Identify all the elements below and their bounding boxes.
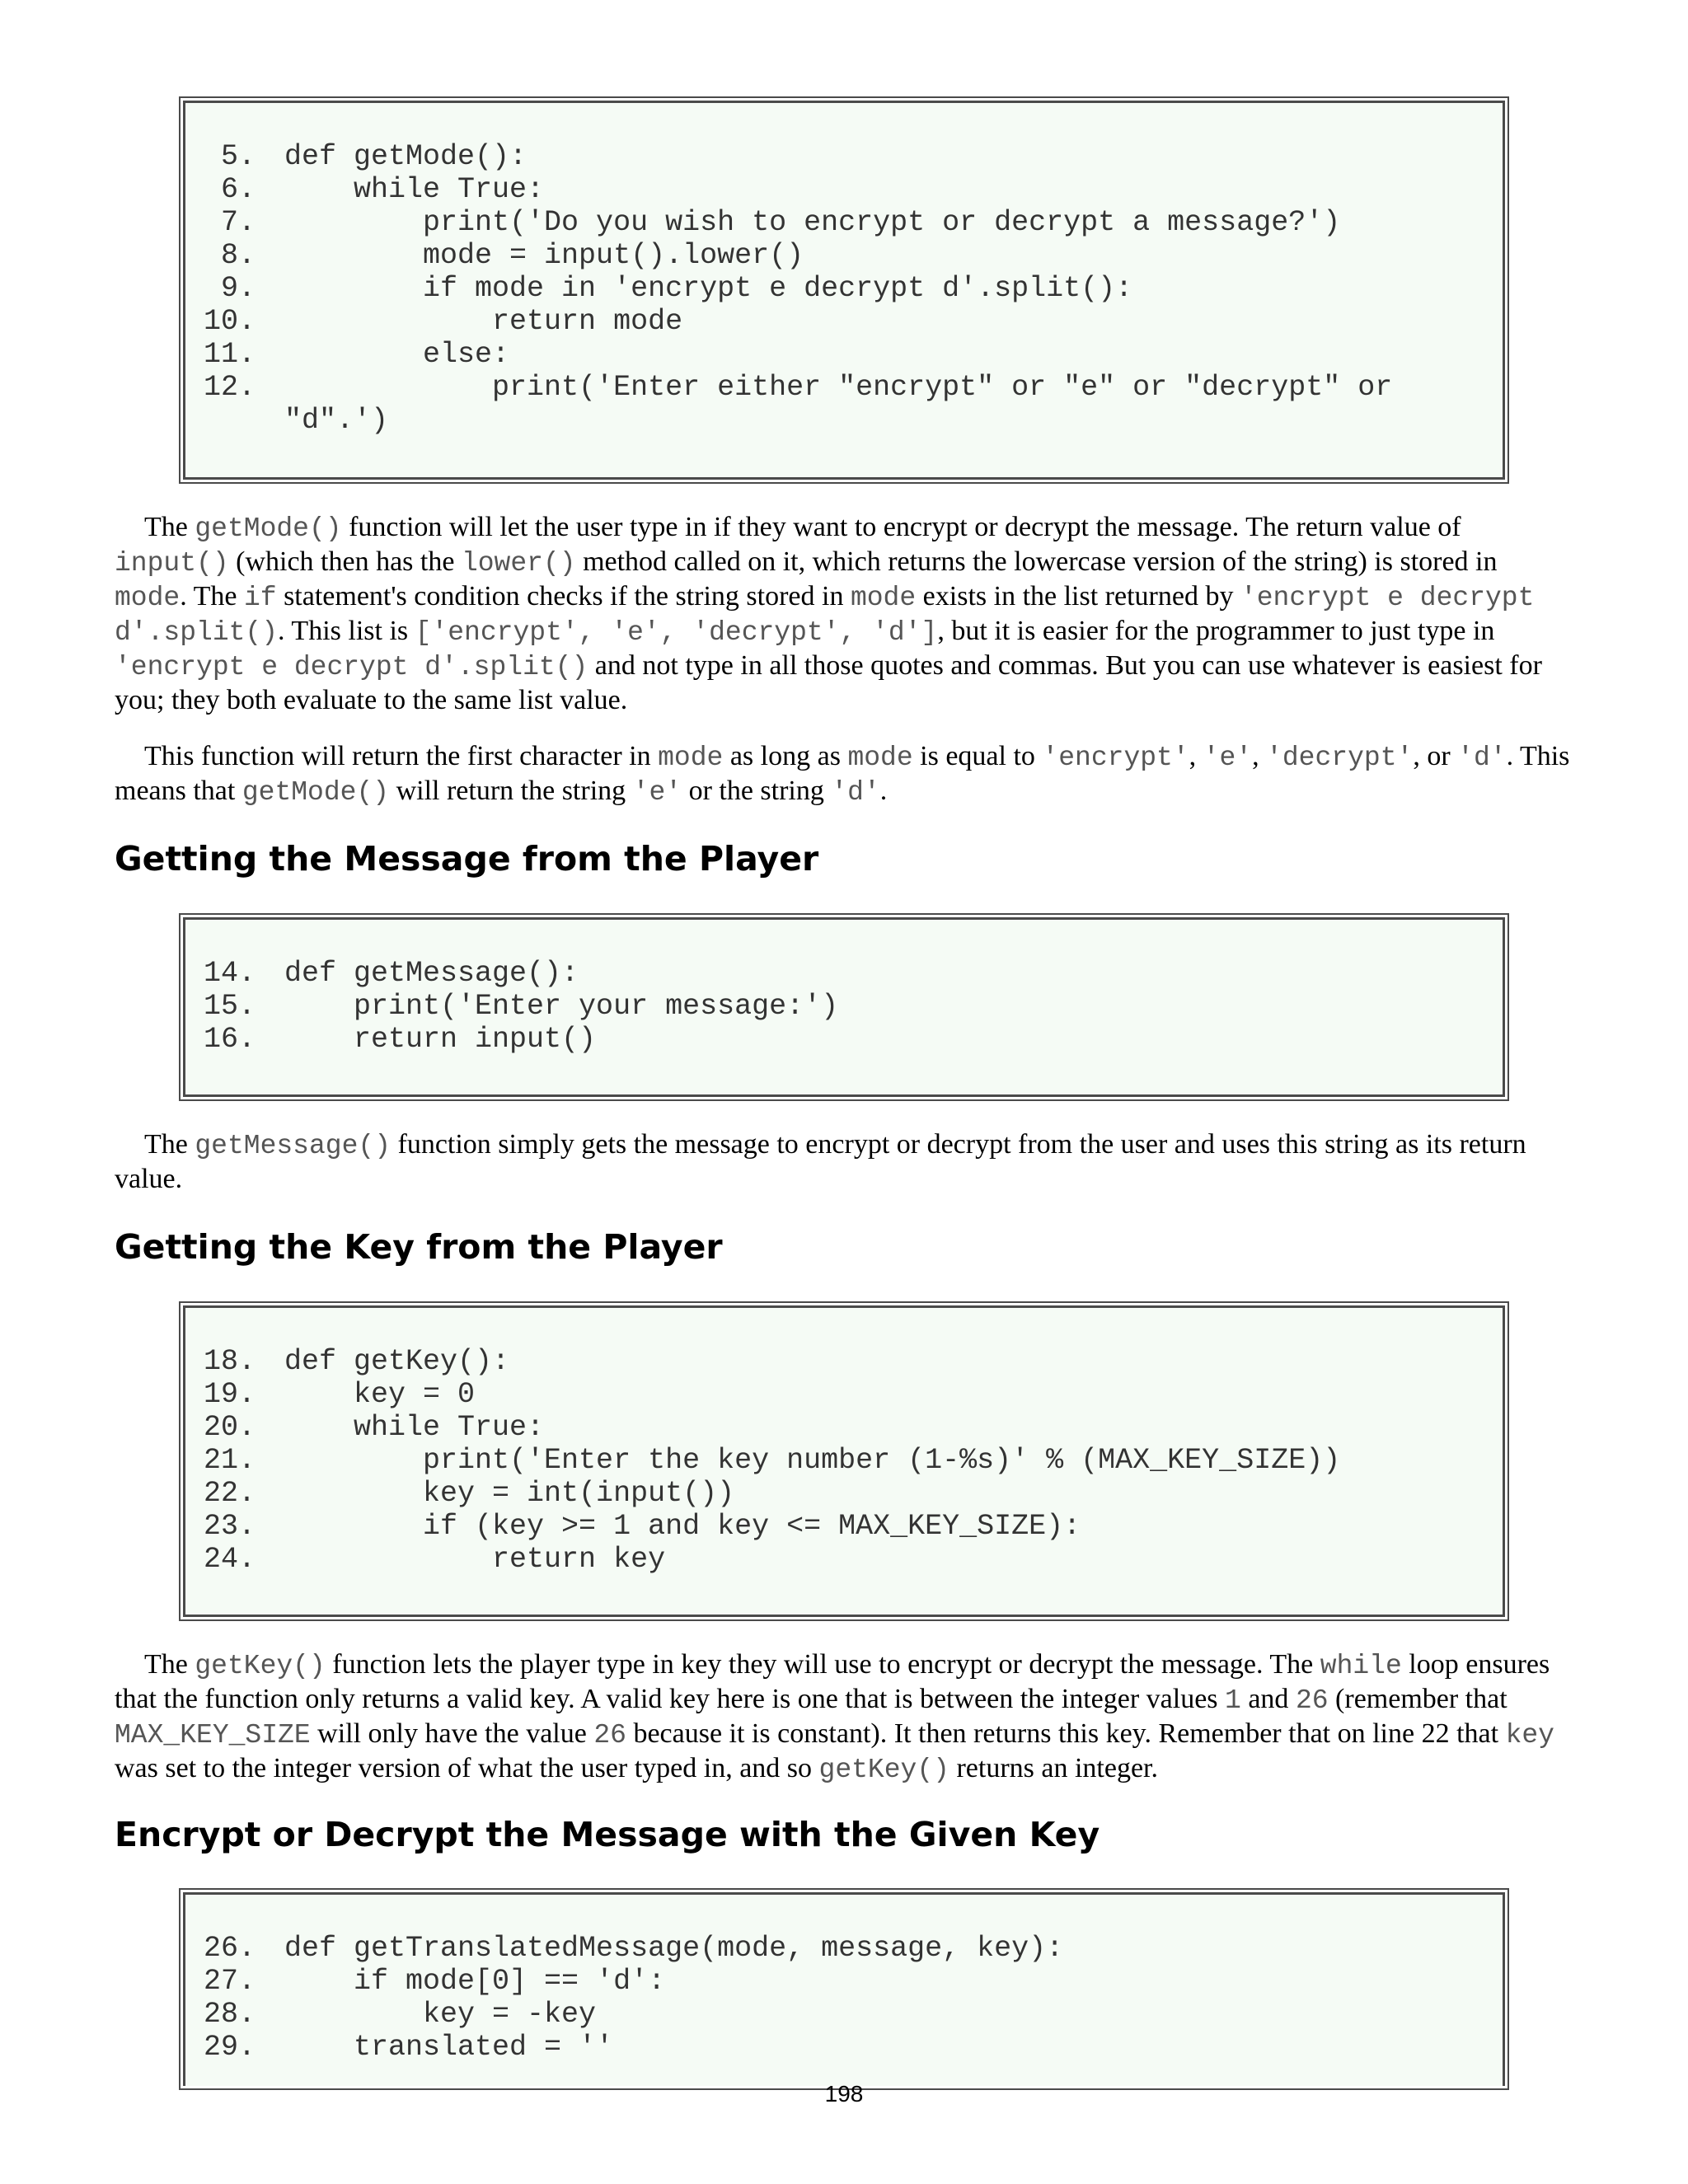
code-block-getmode: 5. def getMode(): 6. while True: 7. print('Do you wish to encrypt or decrypt a message?') 8. mode = input().lower() 9. if mode in 'encrypt e decrypt d'.split(): 10. return mode 11. else: 12. print('Enter either "encrypt" or "e" or "decrypt" or "d".') — [183, 101, 1505, 480]
code-block-getmessage: 14. def getMessage(): 15. print('Enter your message:') 16. return input() — [183, 917, 1505, 1097]
page-number: 198 — [824, 2081, 864, 2107]
heading-encrypt-decrypt: Encrypt or Decrypt the Message with the Given Key — [115, 1815, 1100, 1854]
paragraph-getmode-return: This function will return the first character in mode as long as mode is equal to 'encrypt', 'e', 'decrypt', or 'd'. This means that getMode() will return the string 'e' or the string 'd'. — [115, 741, 1570, 808]
paragraph-getmessage-explanation: The getMessage() function simply gets the message to encrypt or decrypt from the user and uses this string as its return value. — [115, 1129, 1526, 1194]
heading-getting-key: Getting the Key from the Player — [115, 1227, 723, 1267]
heading-getting-message: Getting the Message from the Player — [115, 839, 819, 879]
code-block-getkey: 18. def getKey(): 19. key = 0 20. while True: 21. print('Enter the key number (1-%s)' % (MAX_KEY_SIZE)) 22. key = int(input()) 23. if (key >= 1 and key <= MAX_KEY_SIZE): 24. return key — [183, 1305, 1505, 1617]
paragraph-getkey-explanation: The getKey() function lets the player type in key they will use to encrypt or decrypt the message. The while loop ensures that the function only returns a valid key. A valid key here is one that is between the integer values 1 and 26 (remember that MAX_KEY_SIZE will only have the value 26 because it is constant). It then returns this key. Remember that on line 22 that key was set to the integer version of what the user typed in, and so getKey() returns an integer. — [115, 1649, 1554, 1785]
paragraph-getmode-explanation: The getMode() function will let the user type in if they want to encrypt or decrypt the message. The return value of input() (which then has the lower() method called on it, which returns the lowercase version of the string) is stored in mode. The if statement's condition checks if the string stored in mode exists in the list returned by 'encrypt e decrypt d'.split(). This list is ['encrypt', 'e', 'decrypt', 'd'], but it is easier for the programmer to just type in 'encrypt e decrypt d'.split() and not type in all those quotes and commas. But you can use whatever is easiest for you; they both evaluate to the same list value. — [115, 512, 1542, 715]
code-block-gettranslatedmessage: 26. def getTranslatedMessage(mode, message, key): 27. if mode[0] == 'd': 28. key = -key 29. translated = '' — [183, 1892, 1505, 2086]
